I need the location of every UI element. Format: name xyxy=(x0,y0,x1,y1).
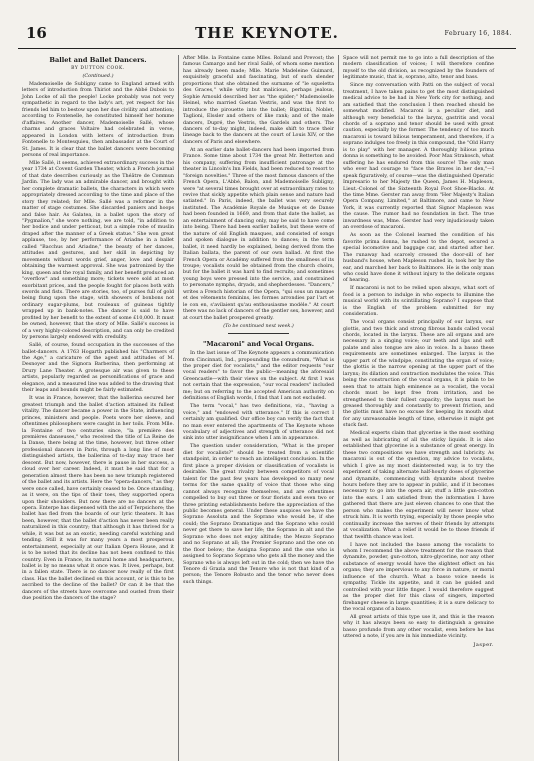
paragraph: Mademoiselle de Subligny came to England armed with letters of introduction from Thiriot and the Abbé Dubois to John Locke of all the people! Locke probably was not very sympathetic in regard to the lady's art, yet respect for his friends led him to bestow upon her due civility and attention; according to Fontenelle, he constituted himself her homme d'affaires. Another dancer, Mademoiselle Sallé, whose charms and graces Voltaire had celebrated in verse, appeared in London with letters of introduction from Fontenelle to Montesquieu, then ambassador at the Court of St. James. It is clear that the ballet dancers were becoming persons of real importance. xyxy=(22,81,174,158)
to-be-continued-note: (To be continued next week.) xyxy=(223,324,294,330)
page-header xyxy=(18,22,516,49)
publication-title: THE KEYNOTE. xyxy=(195,24,339,42)
paragraph: If macaroni is not to be relied upon always, what sort of food is a person to indulge in who expects to illumine the musical world with its scintillating Soprano? I suppose that is the English of the problem submitted for my consideration. xyxy=(343,285,494,318)
paragraph: After Mlle. la Fontaine came Mlles. Roland and Prevost; the famous Camargo and her rival Sallé, of whom some mention has already been made; Mlle. Marie Madeleine Guimard, exquisitely graceful and fascinating, but of such slender proportions that she obtained the surname of "le squeletta des Graces," while witty but malicious, perhaps jealous, Sophie Arnould described her as "the spider;" Mademoiselle Heinel, who married Gaetan Vestris, and was the first to introduce the pirouette into the ballet; Bigottini, Noblet, Taglioni, Elssler and others of like rank; and of the male dancers, Dupré, the Vestris, the Gardels and others. The dancers of to-day might, indeed, make shift to trace their lineage back to the dancers at the court of Louis XIV, or the dancers of Paris and elsewhere. xyxy=(183,55,334,145)
paragraph: Space will not permit me to go into a full description of the modern classification of voices; I will therefore confine myself to the old division, as recognized by the founders of legitimate music, that is, soprano, alto, tenor and bass. xyxy=(343,55,494,81)
paragraph: The question under consideration, "What is the proper diet for vocalists?" should be treated from a scientific standpoint, in order to reach an intelligent conclusion. In the first place a proper division or classification of vocalists is desirable. The great rivalry between competitors of vocal talent for the past few years has developed so many new terms for the same quality of voice that those who sing cannot always recognize themselves, and are oftentimes compelled to buy out three or four florists and even two or three printing establishments before the appreciation of the public becomes general. Under these auspices we have the Soprano Assoluta and the Soprano who would be, if she could; the Soprano Dramatique and the Soprano who could never get there to save her life; the Soprano in alt and the Soprano who does not enjoy altitude; the Mezzo Soprano and no Soprano at all; the Premier Soprano and the one on the floor below; the Assigna Soprano and the one who is assigned to Soprano Soprano who gets all the money and the Soprano who is always left out in the cold; then we have the Tenore di Grazia and the Tenore who is not that kind of a person; the Tenore Robusto and the tenor who never does such things. xyxy=(183,443,334,585)
page-number: 16 xyxy=(26,24,47,42)
ballet-article-heading: Ballet and Ballet Dancers. xyxy=(49,56,147,64)
paragraph: Medical experts claim that glycerine is the most soothing as well as lubricating of all the sticky liquids. It is also established that glycerine is a substance of great energy. In these two compositions we have strength and lubricity. As macaroni is out of the question, my advice to vocalists, which I give as my most disinterested way, is to try the experiment of taking alternate half-hourly doses of glycerine and dynamite, commencing with dynamite about twelve hours before they are to appear in public, and if it becomes necessary to go into the opera air, stuff a little gun-cotton into the ears. I am satisfied from the information I have gathered that there are just eleven chances to one that the person who makes the experiment will never know what struck him. It is worth trying, especially by those people who continually increase the nerves of their friends by attempts at vocalization. What a relief it would be to those friends if that twelfth chance was lost. xyxy=(343,430,494,540)
column-3 xyxy=(338,55,498,761)
paragraph: I have not included the basso among the vocalists to whom I recommend the above treatment for the reason that dynamite, powder, gun-cotton, nitro-glycerine, nor any other substance of energy would have the slightest effect on his organs; they are impervious to any force in nature, or moral influence of the church. What a basso voice needs is sympathy. Tickle its appetite, and it can be guided and controlled with your little finger. I would therefore suggest as the proper diet for this class of singers, imported firebanger cheese in large quantities; it is a sure delicacy to the vocal organs of a basso. xyxy=(343,541,494,613)
paragraph: In the last issue of The Keynote appears a communication from Cincinnati, Ind., propounding the conundrum, "What is the proper diet for vocalists," and the editor requests "our vocal readers" to favor the public—meaning the aforesaid Greencastle—with their views on the subject. At first I was not certain that the expression, "our vocal readers" included me; but on referring to the accepted American authority on definitions of English words, I find that I am not excluded. xyxy=(183,350,334,402)
column-1 xyxy=(18,55,178,761)
paragraph: All great artists of this type use it, and this is the reason why it has always been so easy to distinguish a genuine basso profundo from any other vocalist, even before he has uttered a note, if you are in his immediate vicinity. xyxy=(343,614,494,640)
paragraph: At an earlier date ballet-dancers had been imported from France. Some time about 1734 the great Mr. Betterton and his company, suffering from insufficient patronage at the theater in Lincoln's Inn Fields, had been reduced to resort to "foreign novelties." Three of the most famous dancers of the French Opera, L'Abbé, Balon, and Mademoiselle Subligny, were "at several times brought over at extraordinary rates to revive that sickly appetite which plain sense and nature had satiated." In Paris, indeed, the ballet was very securely instituted. The Académie Royale de Musique et de Danse had been founded in 1669, and from that date the ballet, as an entertainment of dancing only, may be said to have come into being. There had been earlier ballets, but these were of the nature of old English masques, and consisted of songs and spoken dialogue in addition to dances; in the term ballet, it need hardly be explained, being derived from the Italian ballata, the parent of our own ballad. At first the French Opera or Académy suffered from the smallness of its troupe; vocalists could be obtained from the church choirs, but for the ballet it was hard to find recruits; and sometimes young boys were pressed into the service, and constrained to personate nymphs, dryads, and shepherdesses. "Dancers," writes a French historian of the Opera, "qui sous un masque et des vêtements feminins, les formes arrondies par l'art et le con en, s'avilaient qu'au enthousiasme modèle." At court there was no lack of dancers of the gentler sex, however, and at court the ballet prospered greatly. xyxy=(183,146,334,321)
paragraph: Sallé, of course, found occupation in the successes of the ballet-dancers. A 1763 Hogarth published his "Charmers of the Age," a caricature of the agest and attitudes of M. Desnoyer and the Signora Barberina, then performing at Drury Lane Theater. A grotesque air was given to these artists, popularly regarded as personifications of grace and elegance, and a measured line was added to the drawing that their leaps and bounds might be fairly estimated. xyxy=(22,342,174,394)
ballet-article-byline: BY DUTTON COOK. xyxy=(71,66,125,71)
author-signature: Jasper. xyxy=(473,641,494,648)
paragraph: As soon as the Colonel learned the condition of his favorite prima donna, he rushed to the depot, secured a special locomotive and baggage car, and started after her. The runaway had scarcely crossed the door-sill of her husband's house, when Mapleson rushed in, took her by the ear, and marched her back to Baltimore. He is the only man who could have done it without injury to the delicate organs of hearing. xyxy=(343,232,494,284)
continued-note: (Continued.) xyxy=(82,73,114,79)
section-divider xyxy=(228,333,288,334)
paragraph: It was in France, however, that the ballerina secured her greatest triumph and the ballet d'action attained its fullest vitality. The dancer became a power in the State, influencing princes, ministers and people. Poets wore her sleeve, and oftentimes philosophers were caught in her toils. From Mlle. la Fontaine of two centuries since, "la première des premières danseuses," who received the title of La Reine de la Danse, there being at the time, however, but three other professional dancers in Paris, through a long line of most distinguished artists, the ballerina of to-day may trace her descent. But now, however, there is pause in her success, a cloud over her career. Indeed, it must be said that for a generation almost there has been no new triumph registered of the ballet and its artists. Here the "opera-dancers," as they were once called, have certainly ceased to be. Once standing, as it were, on the tips of their toes, they supported opera upon their shoulders. But now there are no dancers at the opera. Enterpe has dispensed with the aid of Terpsichore; the ballet has fled from the boards of our lyric theaters. It has been, however, that the ballet d'action has never been really naturalized in this country; that although it has thrived for a while, it was but as an exotic, needing careful watching and tending. Still it was for many years a most prosperous entertainment, especially at our Italian Opera House, and it is to be noted that its decline has not been confined to this country. Even in France, its natural home and headquarters, ballet is by no means what it once was. It lives, perhaps, but in a fallen state. There is no dancer now really of the first class. Has the ballet declined on this account, or is this to be ascribed to the decline of the ballet? Or can it be that the dancers of the streets have overcome and ousted from their due position the dancers of the stage? xyxy=(22,395,175,602)
paragraph: Mlle Sallé, it seems, achieved extraordinary success in the year 1734 at Covent Garden Theater, which a French journal of that date describes curiously as the Théâtre de Commun Jardin. The lady was an admirable dancer, and brought with her complete dramatic ballets, the characters in which were appropriately dressed according to the time and place of the story they related; for Mlle. Sallé was a reformer in the matter of stage costumes. She discarded paniers and hoops and false hair. As Galatea, in a ballet upon the story of "Pygmalion," she wore nothing, we are told, "in addition to her bodice and under petticoat, but a simple robe of muslin draped after the manner of a Greek statue." She won great applause, too, by her performance of Ariadne in a ballet called "Bacchus and Ariadne," the beauty of her dances, attitudes and gestures, and her skill in depicting by movements without words grief, anger, love and despair obtaining the warmest approval. She was patronized by the king, queen and the royal family, and her benefit produced an "overflow" and something more; tickets were sold at most exorbitant prices, and the people fought for places both with swords and fists. There are stories, too, of purses full of gold being flung upon the stage, with showers of bonbons not ordinary sugar-plums, but rouleaux of guineas tightly wrapped up in bank-notes. The dancer is said to have profited by her benefit to the extent of some £10,000. It must be owned, however, that the story of Mlle. Sallé's success is of a very highly-colored description, and can only be credited by persons largely endowed with credulity. xyxy=(22,159,174,341)
column-2 xyxy=(178,55,338,761)
macaroni-article-heading: "Macaroni" and Vocal Organs. xyxy=(202,340,315,349)
issue-date: February 16, 1884. xyxy=(444,30,512,37)
article-columns xyxy=(18,55,516,761)
paragraph: The vocal organs consist principally of our larynx, our glottis, and two thick and strong fibrous bands called vocal chords, located in the larynx. These are all organs and are necessary in a singing voice; our teeth and lips and soft palate and also tongue are also in voice. In a basso these requirements are sometimes enlarged. The larynx is the upper part of the windpipe, constituting the organ of voice; the glottis is the narrow opening at the upper part of the larynx; its dilation and contraction modulates the voice. This being the construction of the vocal organs, it is plain to be seen that to attain high eminence as a vocalist, the vocal chords must be kept free from irritation, and be strengthened to their fullest capacity; the larynx must be greased thoroughly and constantly to prevent friction, and the glottis must have no excuse for keeping its mouth shut for any unreasonable length of time, otherwise it might get stuck fast. xyxy=(343,319,494,429)
paragraph: Since my conversation with Patti on the subject of vocal treatment, I have taken pains to get the most distinguished medical advice to be had in New York city for nothing, and am satisfied that the conclusion I then reached should be somewhat modified. Macaroni is a peculiar diet, and although very beneficial to the larynx, gastritis and vocal chords of a soprano and tenor should be used with great caution, especially by the former. The tendency of too much macaroni is toward bilious temperament, and therefore, if a soprano indulges too freely in this compound, the "Old Harry is to play" with her manager. A thoroughly bilious prima donna is something to be avoided. Poor Max Strakosch, what suffering he has endured from this source! The only man who ever had courage to "face the Braves in her den,"—I speak figuratively, of course—was the distinguished Operatic Impresario to her Majesty the Queen, James H. Mapleson, Lieut.-Colonel of the Sixteenth Royal Foot Shoe-Blacks. At the time Mme. Gerster ran away from "Her Majesty's Italian Opera Company, Limited," at Baltimore, and came to New York, it was currently reported that Signor Mapleson was the cause. The rumor had no foundation in fact. The true inwardness was, Mme. Gerster had very injudiciously taken an overdose of macaroni. xyxy=(343,82,494,231)
paragraph: The term "vocal," has two definitions, viz., "having a voice," and "endowed with utterance." If this is correct I certainly am qualified. Our office boy can verify the fact that no man ever entered the apartments of The Keynote whose vocabulary of adjectives and strength of utterance did not sink into utter insignificance when I am in appearance. xyxy=(183,403,334,442)
